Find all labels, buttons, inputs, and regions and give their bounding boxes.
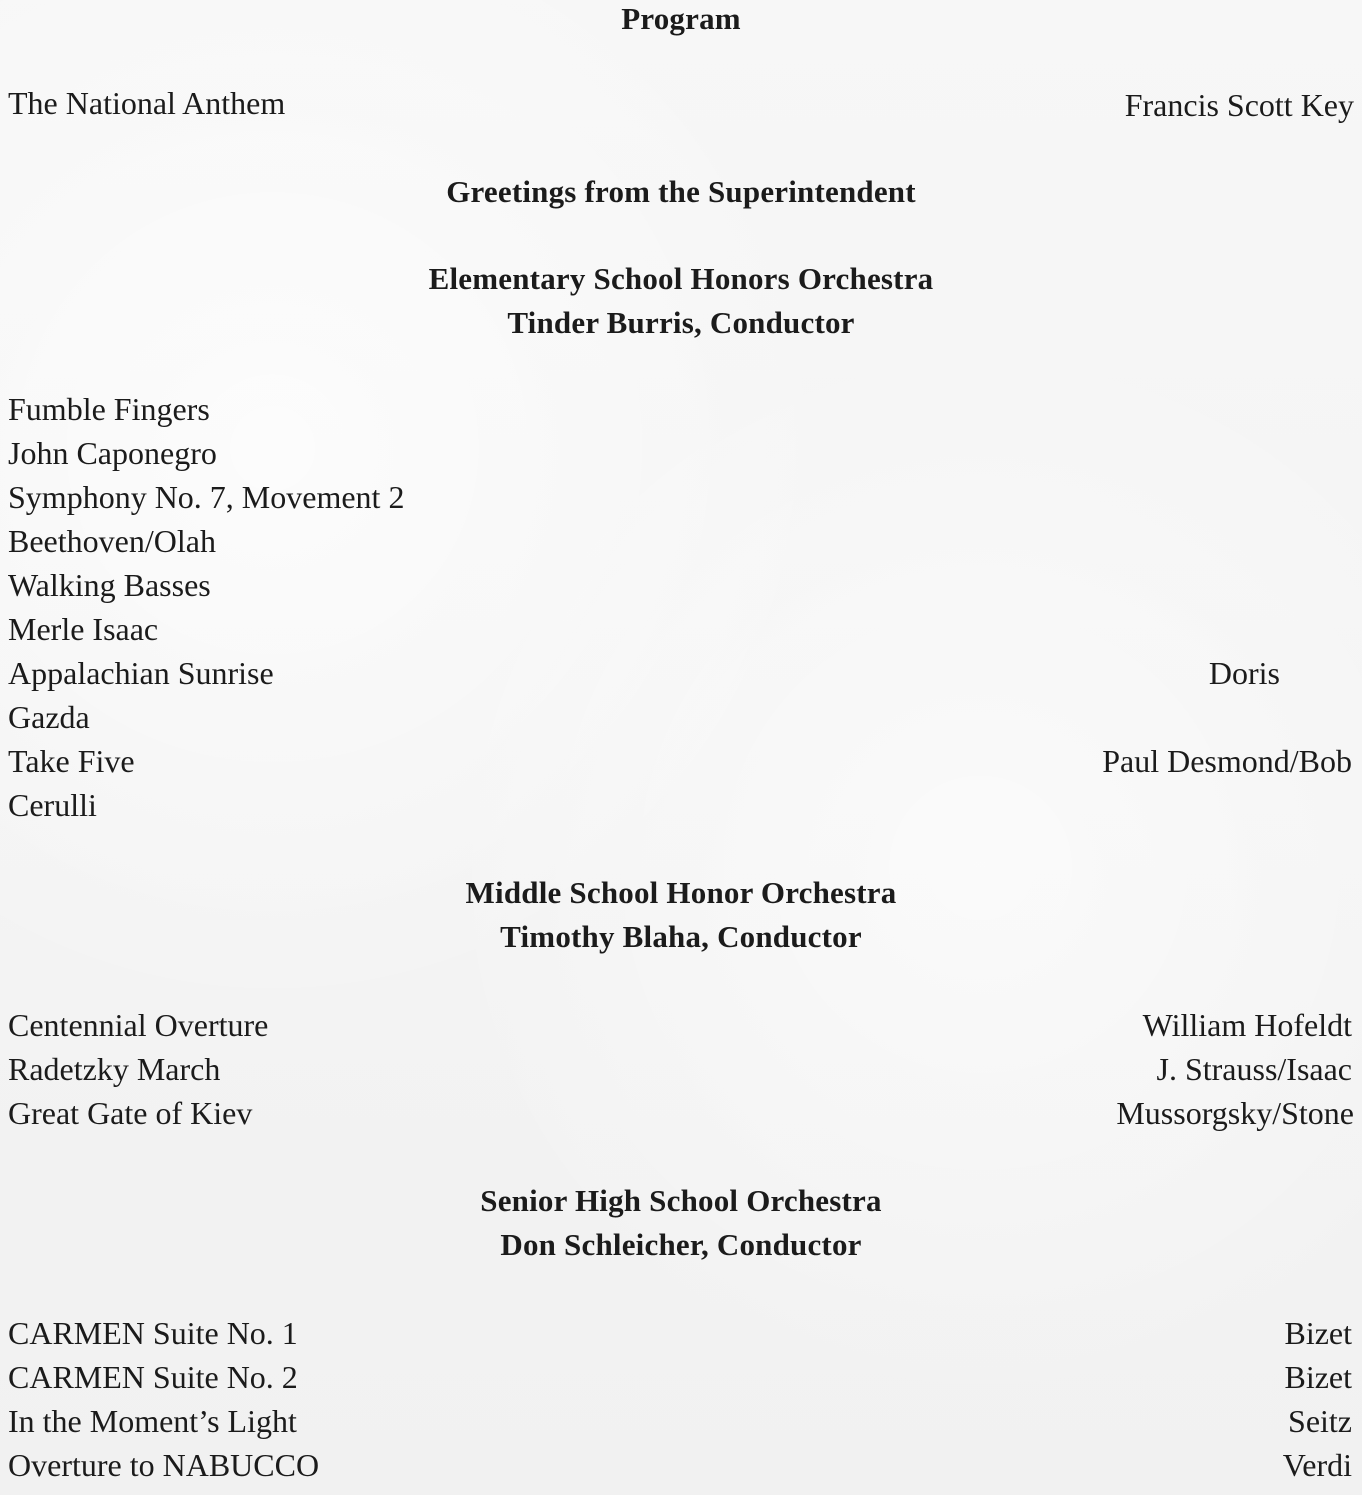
middle-piece-title: Radetzky March [8, 1051, 221, 1087]
middle-orchestra-title: Middle School Honor Orchestra [465, 875, 897, 910]
elementary-left-line: Take Five [8, 743, 135, 779]
senior-piece-composer: Bizet [1284, 1359, 1352, 1395]
elementary-left-line: Beethoven/Olah [8, 523, 216, 559]
middle-piece-title: Centennial Overture [8, 1007, 269, 1043]
elementary-conductor: Tinder Burris, Conductor [507, 305, 855, 340]
anthem-title: The National Anthem [8, 85, 286, 121]
elementary-left-line: Cerulli [8, 787, 97, 823]
elementary-left-line: Gazda [8, 699, 90, 735]
elementary-right-line: Paul Desmond/Bob [1102, 743, 1352, 779]
senior-orchestra-title: Senior High School Orchestra [480, 1183, 882, 1218]
middle-piece-title: Great Gate of Kiev [8, 1095, 253, 1131]
senior-piece-composer: Bizet [1284, 1315, 1352, 1351]
elementary-orchestra-title: Elementary School Honors Orchestra [428, 261, 934, 296]
elementary-left-line: Appalachian Sunrise [8, 655, 274, 691]
senior-piece-title: CARMEN Suite No. 1 [8, 1315, 298, 1351]
middle-conductor: Timothy Blaha, Conductor [500, 919, 862, 954]
middle-piece-composer: Mussorgsky/Stone [1116, 1095, 1354, 1131]
program-title: Program [621, 1, 741, 36]
senior-piece-title: In the Moment’s Light [8, 1403, 297, 1439]
senior-piece-title: CARMEN Suite No. 2 [8, 1359, 298, 1395]
middle-piece-composer: J. Strauss/Isaac [1156, 1051, 1352, 1087]
middle-piece-composer: William Hofeldt [1142, 1007, 1352, 1043]
senior-piece-composer: Verdi [1282, 1447, 1352, 1483]
elementary-left-line: John Caponegro [8, 435, 217, 471]
senior-piece-composer: Seitz [1288, 1403, 1352, 1439]
elementary-left-line: Symphony No. 7, Movement 2 [8, 479, 405, 515]
elementary-right-line: Doris [1208, 655, 1280, 691]
anthem-composer: Francis Scott Key [1124, 87, 1354, 123]
elementary-left-line: Merle Isaac [8, 611, 159, 647]
senior-piece-title: Overture to NABUCCO [8, 1447, 320, 1483]
senior-conductor: Don Schleicher, Conductor [500, 1227, 862, 1262]
elementary-left-line: Fumble Fingers [8, 391, 210, 427]
elementary-left-line: Walking Basses [8, 567, 211, 603]
greetings-heading: Greetings from the Superintendent [446, 174, 916, 209]
